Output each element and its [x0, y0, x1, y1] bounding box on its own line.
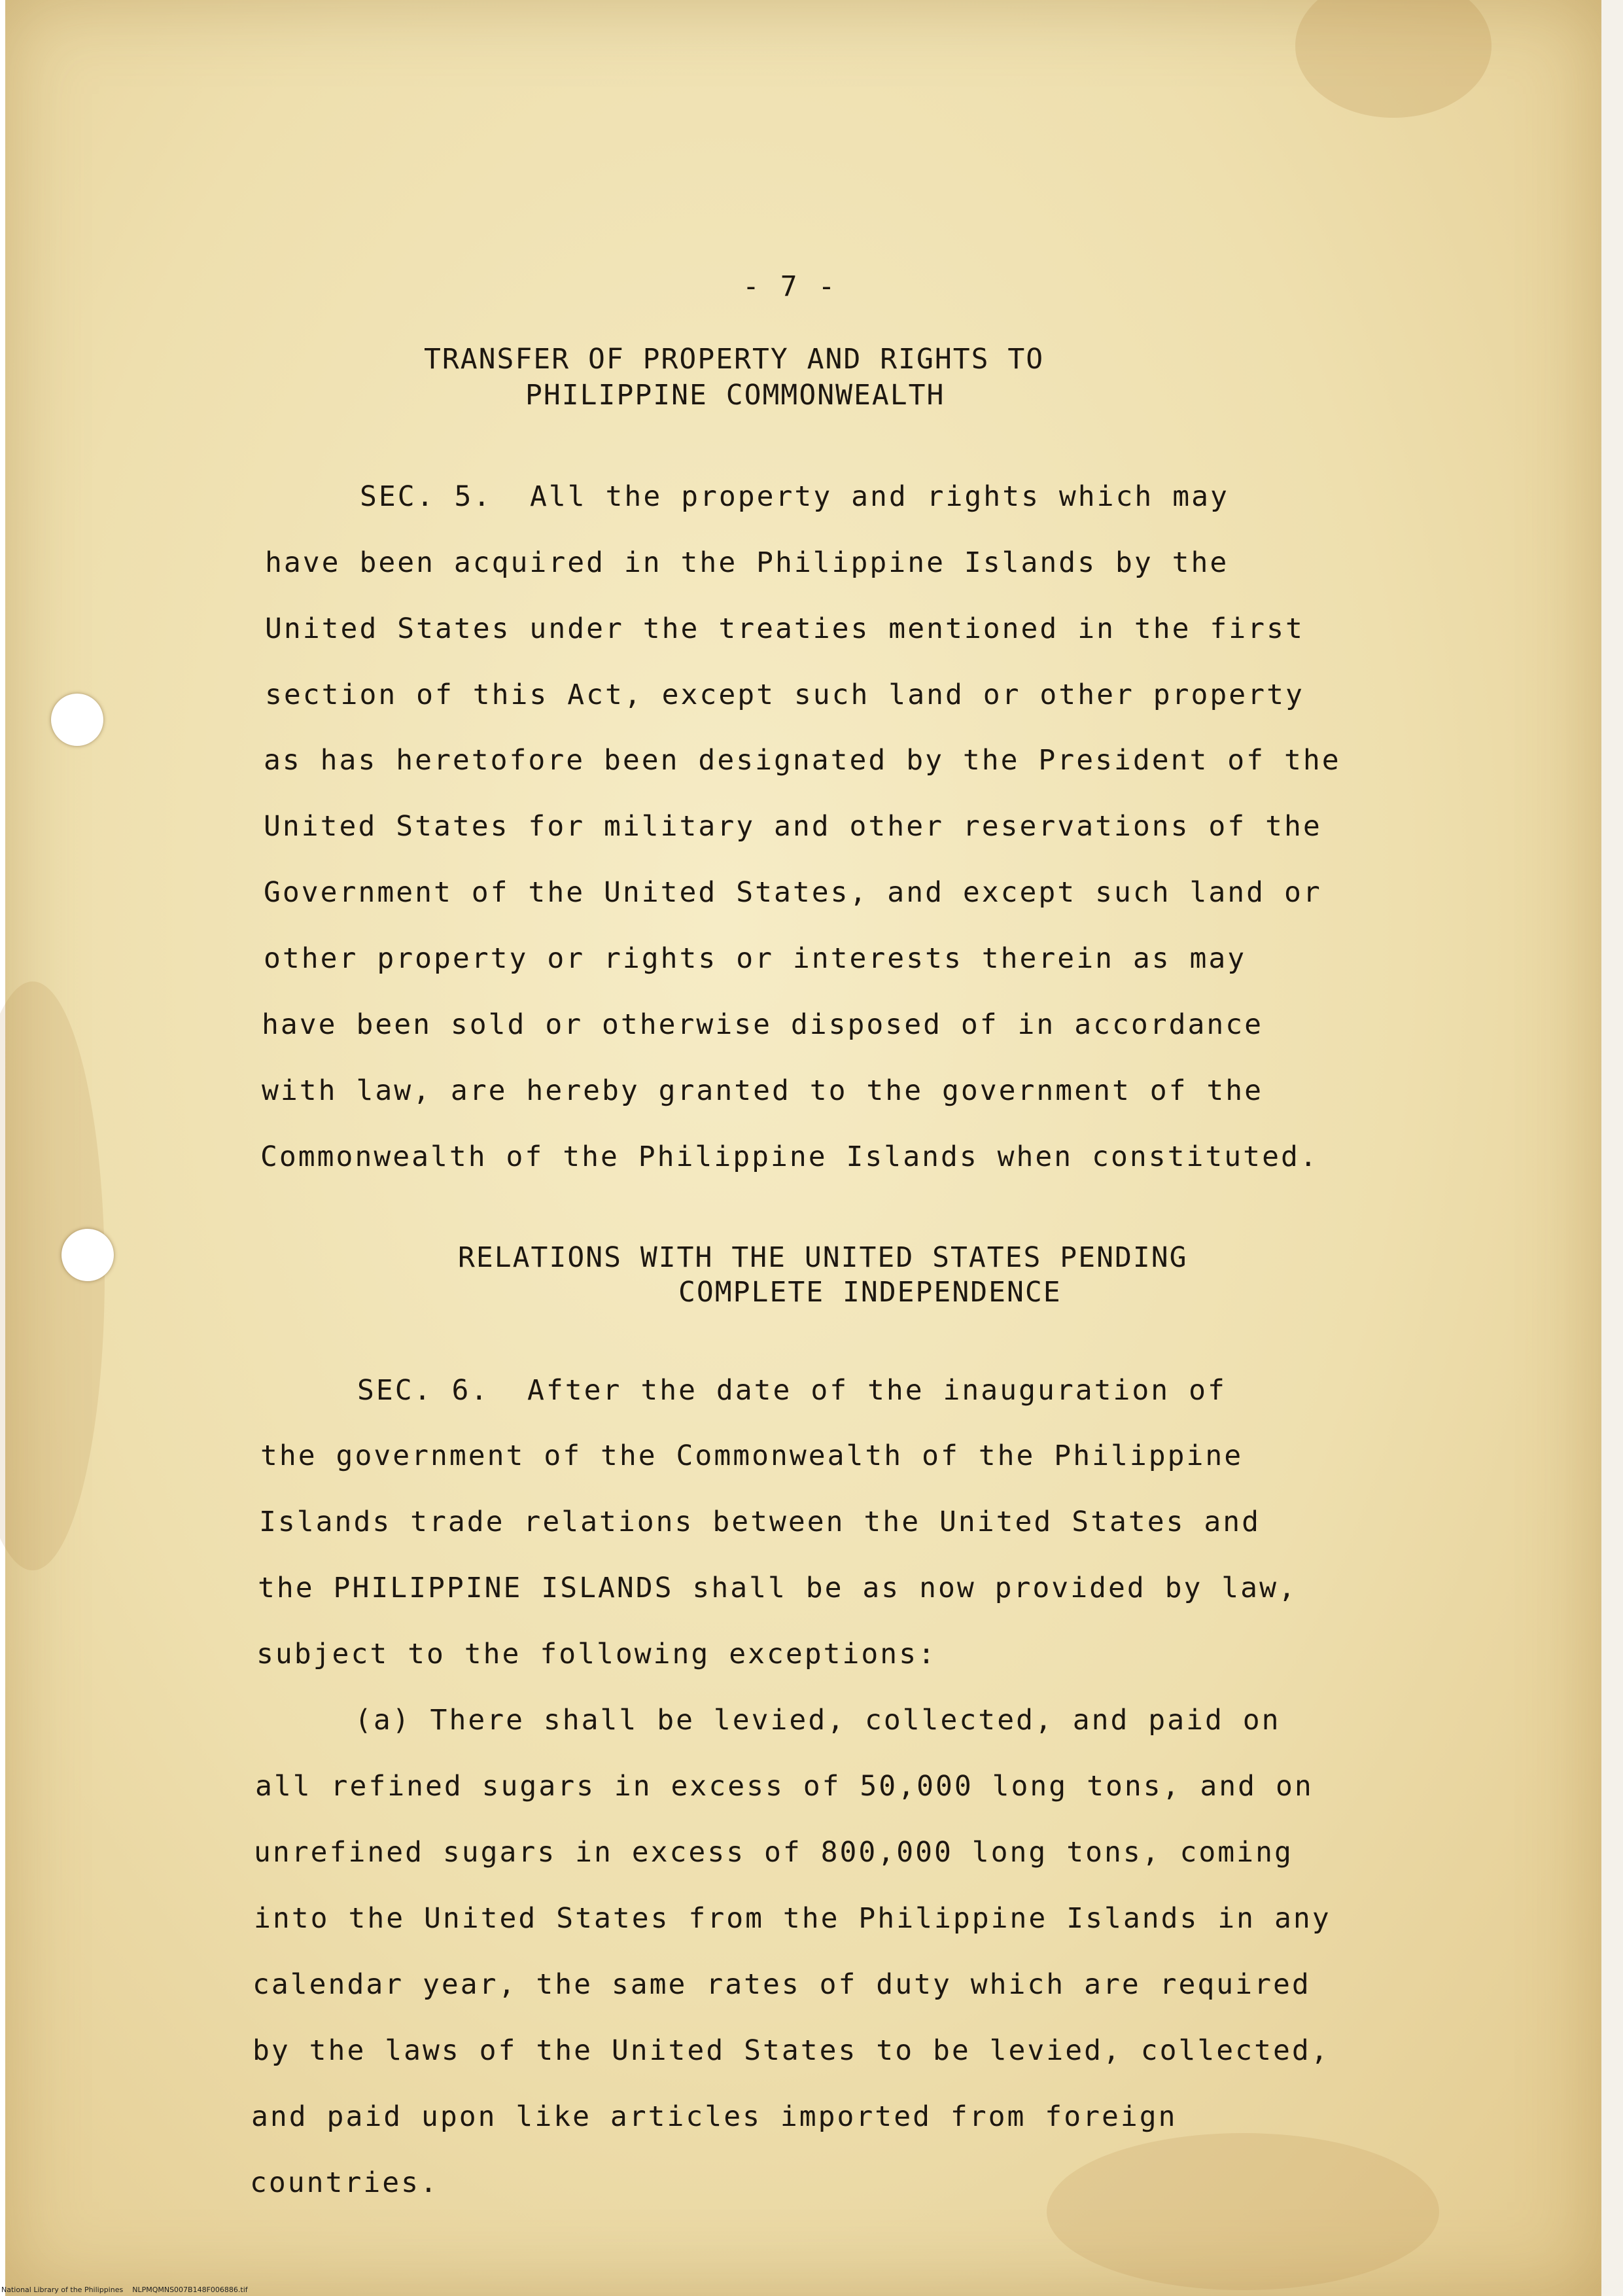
section5-line-3: United States under the treaties mentioned in the first: [265, 612, 1304, 645]
section6-line-8: unrefined sugars in excess of 800,000 long tons, coming: [254, 1836, 1293, 1869]
section5-line-6: United States for military and other reservations of the: [264, 810, 1322, 843]
scan-border: [1601, 0, 1623, 2296]
section6-line-7: all refined sugars in excess of 50,000 long tons, and on: [255, 1770, 1314, 1803]
section6-line-4: the PHILIPPINE ISLANDS shall be as now provided by law,: [258, 1572, 1297, 1604]
section5-line-1: SEC. 5. All the property and rights which may: [360, 480, 1229, 513]
section6-line-5: subject to the following exceptions:: [256, 1638, 937, 1670]
punch-hole-lower: [61, 1229, 114, 1281]
page-number: - 7 -: [742, 270, 837, 303]
section6-line-6: (a) There shall be levied, collected, and paid on: [355, 1704, 1281, 1737]
section6-line-3: Islands trade relations between the United States and: [259, 1506, 1261, 1538]
section5-line-4: section of this Act, except such land or other property: [265, 679, 1304, 711]
section5-line-9: have been sold or otherwise disposed of in accordance: [262, 1008, 1264, 1041]
section6-line-9: into the United States from the Philippine Islands in any: [254, 1902, 1331, 1935]
section5-line-10: with law, are hereby granted to the government of the: [262, 1074, 1264, 1107]
section5-line-7: Government of the United States, and except such land or: [264, 876, 1322, 909]
section5-line-8: other property or rights or interests therein as may: [264, 942, 1247, 975]
section6-line-2: the government of the Commonwealth of the Philippine: [260, 1439, 1244, 1472]
section6-line-13: countries.: [250, 2166, 439, 2199]
section5-line-5: as has heretofore been designated by the President of the: [264, 744, 1341, 777]
footer-library: National Library of the Philippines: [1, 2286, 124, 2294]
section6-heading-line-1: RELATIONS WITH THE UNITED STATES PENDING: [458, 1241, 1188, 1274]
section6-heading-line-2: COMPLETE INDEPENDENCE: [678, 1276, 1062, 1309]
punch-hole-upper: [51, 694, 103, 746]
footer-file-id: NLPMQMNS007B148F006886.tif: [132, 2286, 248, 2294]
section6-line-1: SEC. 6. After the date of the inauguration of: [357, 1374, 1227, 1407]
section6-line-11: by the laws of the United States to be levied, collected,: [253, 2034, 1330, 2067]
section5-line-2: have been acquired in the Philippine Islands by the: [265, 546, 1229, 579]
section5-line-11: Commonwealth of the Philippine Islands when constituted.: [260, 1140, 1319, 1173]
scan-footer: [1, 2286, 248, 2295]
section6-line-12: and paid upon like articles imported from foreign: [251, 2100, 1178, 2133]
section6-line-10: calendar year, the same rates of duty which are required: [253, 1968, 1311, 2001]
section5-heading-line-2: PHILIPPINE COMMONWEALTH: [525, 379, 945, 412]
section5-heading-line-1: TRANSFER OF PROPERTY AND RIGHTS TO: [424, 343, 1045, 376]
